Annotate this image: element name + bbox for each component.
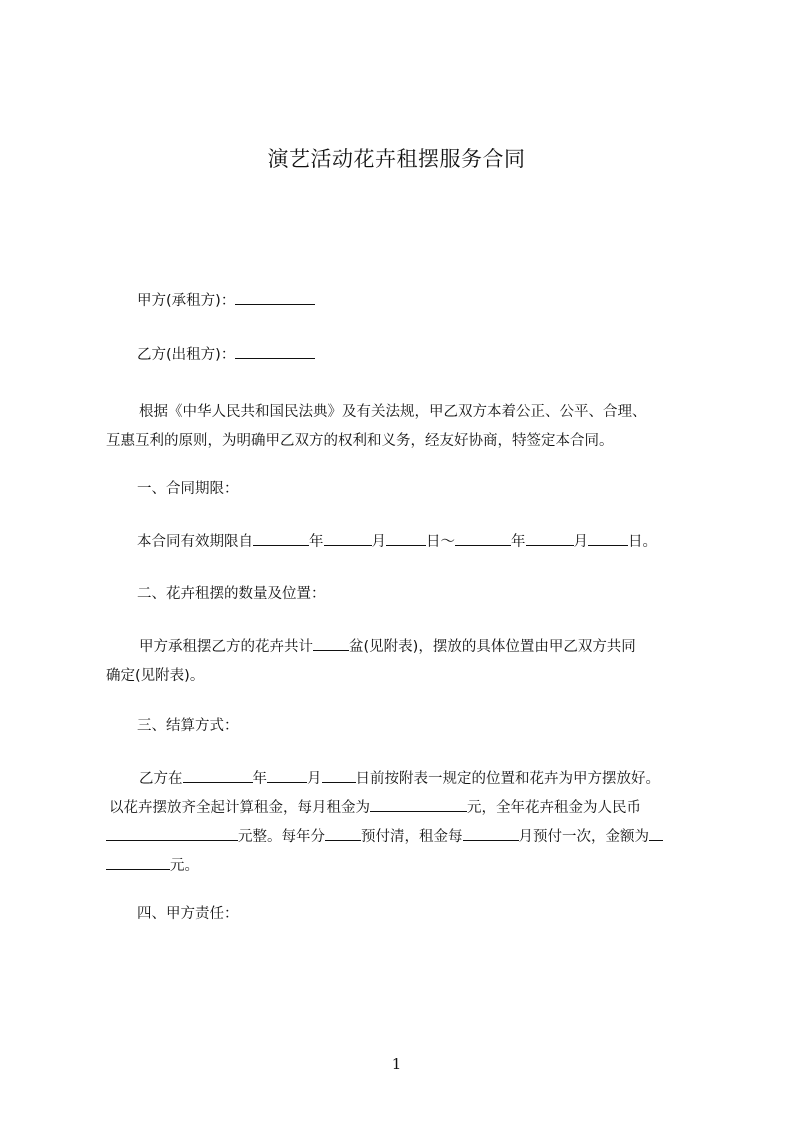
installment-text: 元整。每年分 — [238, 829, 325, 845]
start-day-label: 日～ — [426, 534, 455, 550]
document-title: 演艺活动花卉租摆服务合同 — [267, 147, 526, 171]
start-month-blank[interactable] — [324, 531, 372, 546]
end-month-label: 月 — [573, 534, 588, 550]
monthly-rent-text: 以花卉摆放齐全起计算租金，每月租金为 — [109, 800, 370, 816]
monthly-rent-blank[interactable] — [370, 797, 467, 812]
section1-heading: 一、合同期限： — [137, 481, 239, 497]
amount-blank-end[interactable] — [106, 855, 170, 870]
prepay-text: 预付清，租金每 — [361, 829, 463, 845]
installment-count-blank[interactable] — [325, 826, 361, 841]
party-a-label: 甲方(承租方)： — [137, 293, 236, 309]
start-day-blank[interactable] — [386, 531, 426, 546]
party-b-label: 乙方(出租方)： — [137, 347, 236, 363]
end-year-blank[interactable] — [455, 531, 511, 546]
setup-year-blank[interactable] — [183, 768, 253, 783]
section2-heading: 二、花卉租摆的数量及位置： — [137, 586, 326, 602]
end-month-blank[interactable] — [526, 531, 574, 546]
preamble-line-1: 根据《中华人民共和国民法典》及有关法规，甲乙双方本着公正、公平、合理、 — [139, 404, 647, 420]
end-day-blank[interactable] — [588, 531, 628, 546]
setup-year-label: 年 — [252, 771, 267, 787]
annual-rent-blank[interactable] — [106, 826, 238, 841]
preamble — [106, 398, 647, 456]
party-a-blank[interactable] — [235, 290, 315, 305]
section2-line-1 — [106, 633, 636, 662]
section1-term-line — [137, 531, 657, 552]
flower-position-text: 盆(见附表)，摆放的具体位置由甲乙双方共同 — [349, 639, 636, 655]
flower-count-blank[interactable] — [313, 636, 349, 651]
flower-count-text: 甲方承租摆乙方的花卉共计 — [139, 639, 313, 655]
annual-rent-text: 元，全年花卉租金为人民币 — [467, 800, 641, 816]
preamble-line-2: 互惠互利的原则，为明确甲乙双方的权利和义务，经友好协商，特签定本合同。 — [106, 433, 614, 449]
section3-line-2 — [106, 794, 663, 823]
page-number: 1 — [391, 1055, 402, 1073]
term-text: 本合同有效期限自 — [137, 534, 253, 550]
section4-heading: 四、甲方责任： — [137, 906, 239, 922]
party-b-line — [137, 344, 315, 365]
section3-body — [106, 765, 663, 881]
amount-unit-text: 元。 — [170, 858, 199, 874]
start-year-blank[interactable] — [253, 531, 309, 546]
prepay-month-blank[interactable] — [463, 826, 519, 841]
party-a-line — [137, 290, 315, 311]
setup-day-blank[interactable] — [322, 768, 356, 783]
setup-text: 乙方在 — [139, 771, 183, 787]
setup-deadline-text: 日前按附表一规定的位置和花卉为甲方摆放好。 — [355, 771, 660, 787]
amount-text: 月预付一次，金额为 — [518, 829, 649, 845]
section2-line-2: 确定(见附表)。 — [106, 668, 205, 684]
setup-month-blank[interactable] — [267, 768, 307, 783]
section3-heading: 三、结算方式： — [137, 718, 239, 734]
section3-line-4 — [106, 852, 663, 881]
start-year-label: 年 — [309, 534, 324, 550]
start-month-label: 月 — [371, 534, 386, 550]
setup-month-label: 月 — [307, 771, 322, 787]
section3-line-1 — [106, 765, 663, 794]
section3-line-3 — [106, 823, 663, 852]
amount-blank-start[interactable] — [649, 826, 663, 841]
party-b-blank[interactable] — [235, 344, 315, 359]
end-year-label: 年 — [511, 534, 526, 550]
section2-body — [106, 633, 636, 691]
end-day-label: 日。 — [628, 534, 657, 550]
